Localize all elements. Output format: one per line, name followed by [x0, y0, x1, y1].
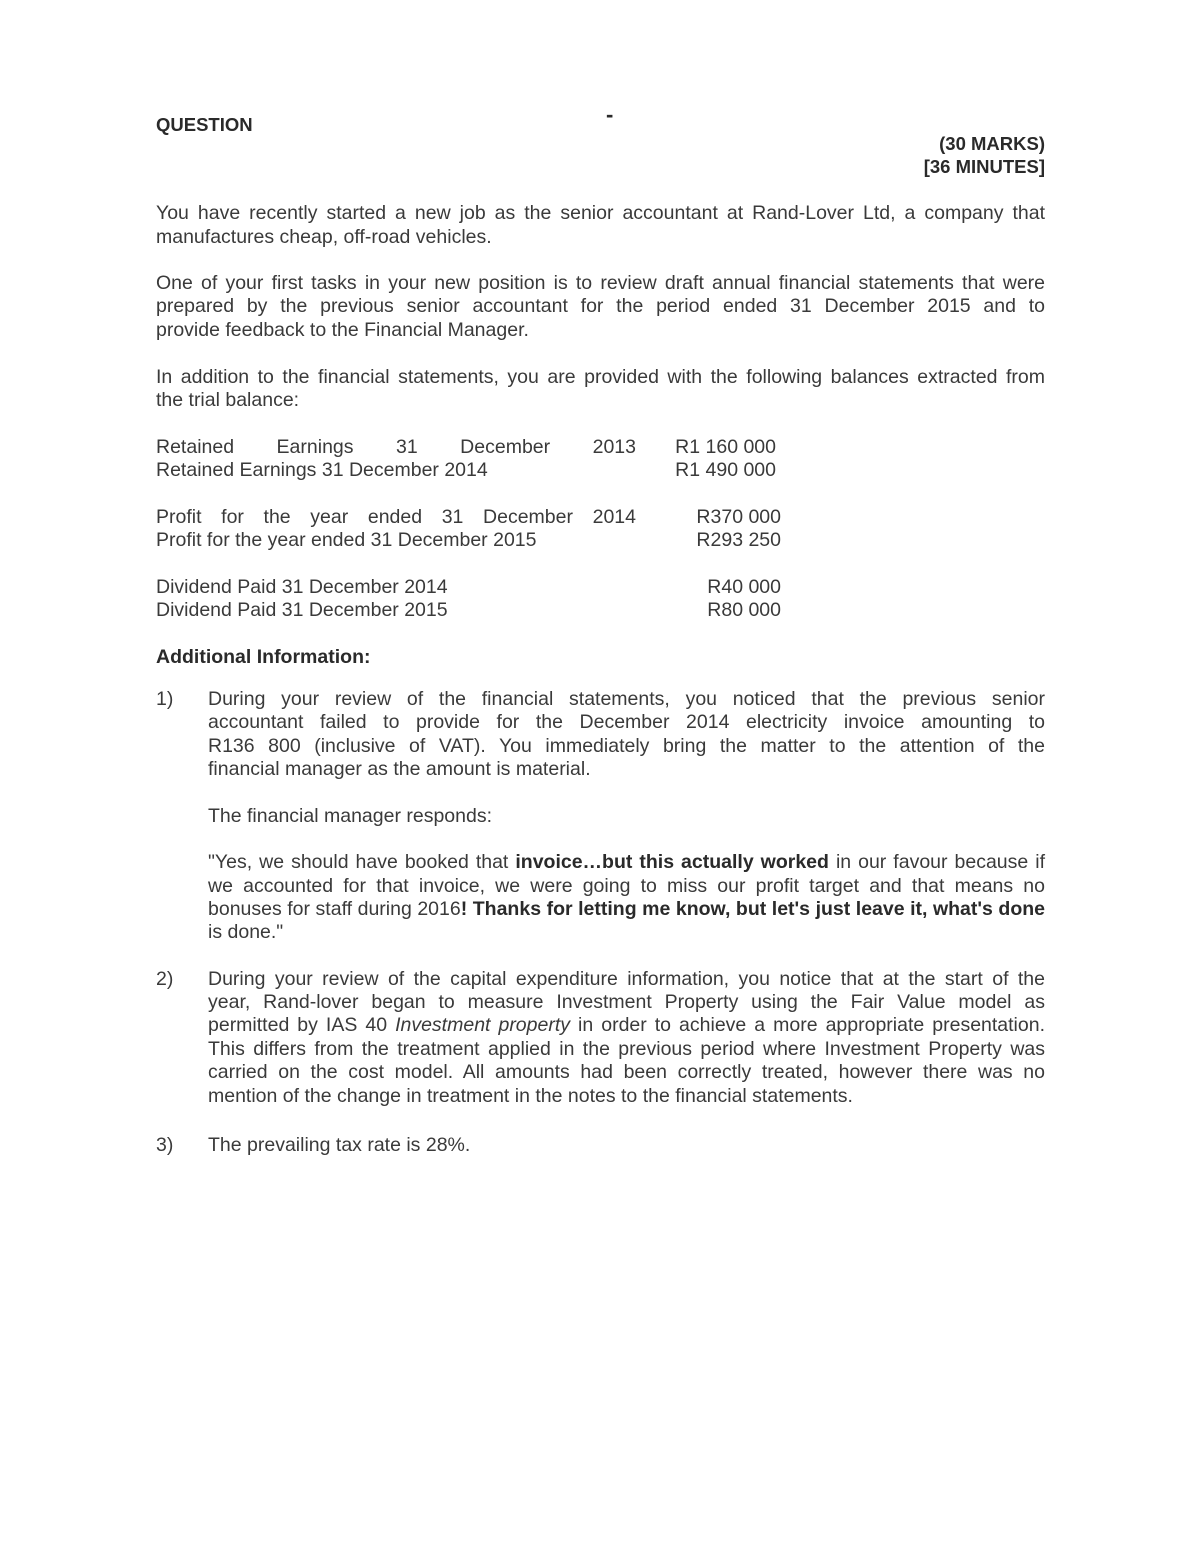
quote-bold-text: invoice…but this actually worked [515, 851, 829, 873]
item-3-text: The prevailing tax rate is 28%. [208, 1134, 471, 1156]
balance-amount: R40 000 [707, 576, 781, 598]
balance-row [156, 529, 781, 553]
balance-label: Profit for the year ended 31 December 2014 [156, 506, 636, 528]
additional-info-heading: Additional Information: [156, 646, 371, 668]
balance-row [156, 506, 781, 530]
balance-row [156, 599, 781, 623]
balance-label: Dividend Paid 31 December 2015 [156, 599, 448, 621]
intro-paragraph-3-line-1: In addition to the financial statements, you are provided with the following balances extracted from [156, 366, 1045, 388]
list-number: 1) [156, 688, 174, 710]
quote-line-4: is done." [208, 921, 284, 943]
item-2-line-3 [208, 1014, 1045, 1038]
item-1-line-1: During your review of the financial statements, you noticed that the previous senior [208, 688, 1045, 710]
balance-amount: R1 160 000 [675, 436, 776, 458]
balance-amount: R293 250 [696, 529, 781, 551]
balance-row [156, 576, 781, 600]
balance-row [156, 436, 781, 460]
intro-paragraph-2-line-2: prepared by the previous senior accountant for the period ended 31 December 2015 and to [156, 295, 1045, 317]
item-2-line-4: This differs from the treatment applied in the previous period where Investment Property was [208, 1038, 1045, 1060]
dash-mark: - [606, 102, 614, 127]
quote-text: bonuses for staff during 2016 [208, 898, 461, 920]
marks-label: (30 MARKS) [939, 133, 1045, 154]
item-1-line-4: financial manager as the amount is material. [208, 758, 591, 780]
balance-label: Dividend Paid 31 December 2014 [156, 576, 448, 598]
intro-paragraph-1-line-2: manufactures cheap, off-road vehicles. [156, 226, 492, 248]
question-heading: QUESTION [156, 114, 253, 135]
standard-title: Investment property [395, 1014, 571, 1036]
quote-line-2: we accounted for that invoice, we were going to miss our profit target and that means no [208, 875, 1045, 897]
quote-bold-text: ! Thanks for letting me know, but let's just leave it, what's done [460, 898, 1045, 920]
item-2-line-1: During your review of the capital expenditure information, you notice that at the start of the [208, 968, 1045, 990]
balance-label: Profit for the year ended 31 December 2015 [156, 529, 537, 551]
quote-text: in our favour because if [828, 851, 1045, 873]
responds-line: The financial manager responds: [208, 805, 492, 827]
list-number: 3) [156, 1134, 174, 1156]
list-number: 2) [156, 968, 174, 990]
balance-amount: R370 000 [696, 506, 781, 528]
item-2-line-6: mention of the change in treatment in the notes to the financial statements. [208, 1085, 853, 1107]
balance-amount: R1 490 000 [675, 459, 776, 481]
item-2-line-2: year, Rand-lover began to measure Investment Property using the Fair Value model as [208, 991, 1045, 1013]
item-2-text: permitted by IAS 40 [208, 1014, 396, 1036]
balance-amount: R80 000 [707, 599, 781, 621]
intro-paragraph-2-line-1: One of your first tasks in your new position is to review draft annual financial statements that were [156, 272, 1045, 294]
balance-row [156, 459, 781, 483]
document-page [156, 0, 1045, 1553]
item-1-line-2: accountant failed to provide for the December 2014 electricity invoice amounting to [208, 711, 1045, 733]
quote-line-1 [208, 851, 1045, 875]
balance-label: Retained Earnings 31 December 2014 [156, 459, 488, 481]
item-2-text: in order to achieve a more appropriate presentation. [570, 1014, 1045, 1036]
intro-paragraph-1-line-1: You have recently started a new job as the senior accountant at Rand-Lover Ltd, a company that [156, 202, 1045, 224]
item-2-line-5: carried on the cost model. All amounts had been correctly treated, however there was no [208, 1061, 1045, 1083]
balance-label: Retained Earnings 31 December 2013 [156, 436, 636, 458]
intro-paragraph-3-line-2: the trial balance: [156, 389, 300, 411]
item-1-line-3: R136 800 (inclusive of VAT). You immediately bring the matter to the attention of the [208, 735, 1045, 757]
minutes-label: [36 MINUTES] [923, 156, 1045, 177]
intro-paragraph-2-line-3: provide feedback to the Financial Manager. [156, 319, 529, 341]
quote-line-3 [208, 898, 1045, 922]
quote-text: "Yes, we should have booked that [208, 851, 516, 873]
